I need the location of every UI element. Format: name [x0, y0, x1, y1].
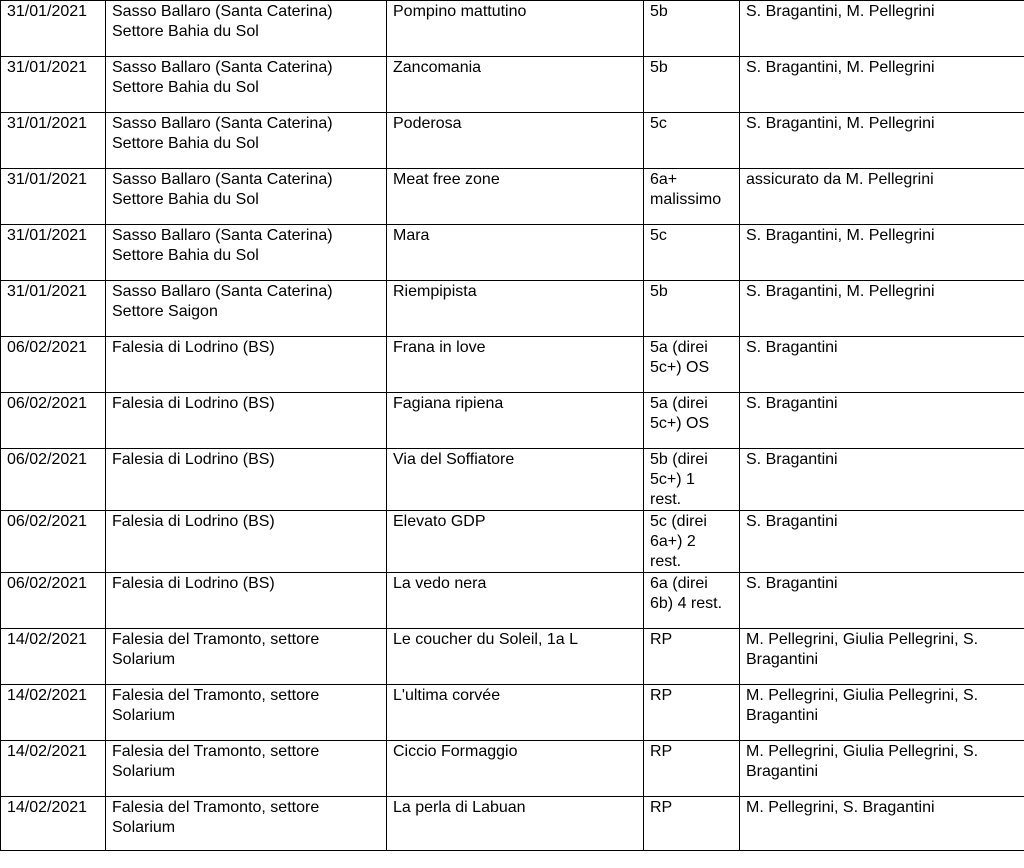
party-cell	[740, 225, 1024, 281]
grade-line: 5c (direi	[650, 513, 707, 530]
route-cell	[387, 169, 644, 225]
party-cell	[740, 629, 1024, 685]
date-text: 31/01/2021	[7, 3, 88, 20]
crag-cell	[106, 629, 387, 685]
grade-cell	[644, 281, 740, 337]
crag-cell	[106, 573, 387, 629]
grade-cell	[644, 449, 740, 511]
party-text: M. Pellegrini, Giulia Pellegrini, S. Bragantini	[746, 631, 979, 668]
crag-cell	[106, 113, 387, 169]
crag-line: Falesia di Lodrino (BS)	[112, 395, 275, 412]
grade-line: 5b	[650, 59, 668, 76]
party-text: S. Bragantini	[746, 395, 838, 412]
date-text: 31/01/2021	[7, 227, 88, 244]
party-cell	[740, 573, 1024, 629]
party-cell	[740, 393, 1024, 449]
grade-cell	[644, 511, 740, 573]
date-cell	[1, 741, 106, 797]
crag-line: Settore Saigon	[112, 303, 218, 320]
route-name: Pompino mattutino	[393, 3, 527, 20]
route-cell	[387, 573, 644, 629]
grade-cell	[644, 337, 740, 393]
party-text: M. Pellegrini, S. Bragantini	[746, 799, 935, 816]
route-cell	[387, 393, 644, 449]
route-name: Fagiana ripiena	[393, 395, 504, 412]
grade-cell	[644, 225, 740, 281]
grade-cell	[644, 741, 740, 797]
party-text: S. Bragantini	[746, 575, 838, 592]
date-text: 31/01/2021	[7, 283, 88, 300]
date-text: 06/02/2021	[7, 451, 88, 468]
route-name: Meat free zone	[393, 171, 500, 188]
route-name: Mara	[393, 227, 430, 244]
date-text: 14/02/2021	[7, 687, 88, 704]
grade-cell	[644, 1, 740, 57]
route-cell	[387, 629, 644, 685]
crag-line: Settore Bahia du Sol	[112, 135, 259, 152]
crag-cell	[106, 741, 387, 797]
table-row	[1, 573, 1024, 629]
route-name: Poderosa	[393, 115, 462, 132]
party-cell	[740, 1, 1024, 57]
party-cell	[740, 741, 1024, 797]
table-row	[1, 113, 1024, 169]
grade-cell	[644, 169, 740, 225]
date-cell	[1, 797, 106, 851]
table-row	[1, 511, 1024, 573]
party-text: M. Pellegrini, Giulia Pellegrini, S. Bragantini	[746, 687, 979, 724]
crag-cell	[106, 57, 387, 113]
table-row	[1, 169, 1024, 225]
table-row	[1, 629, 1024, 685]
date-cell	[1, 225, 106, 281]
date-text: 14/02/2021	[7, 631, 88, 648]
party-text: S. Bragantini	[746, 513, 838, 530]
party-text: S. Bragantini	[746, 339, 838, 356]
crag-line: Sasso Ballaro (Santa Caterina)	[112, 171, 333, 188]
date-text: 06/02/2021	[7, 339, 88, 356]
date-text: 31/01/2021	[7, 115, 88, 132]
route-cell	[387, 511, 644, 573]
grade-cell	[644, 573, 740, 629]
route-name: Elevato GDP	[393, 513, 486, 530]
party-text: S. Bragantini, M. Pellegrini	[746, 227, 935, 244]
table-row	[1, 337, 1024, 393]
table-row	[1, 57, 1024, 113]
party-text: S. Bragantini, M. Pellegrini	[746, 3, 935, 20]
date-cell	[1, 337, 106, 393]
route-cell	[387, 113, 644, 169]
table-row	[1, 449, 1024, 511]
party-cell	[740, 169, 1024, 225]
grade-line: 6b) 4 rest.	[650, 595, 723, 612]
party-text: S. Bragantini	[746, 451, 838, 468]
party-cell	[740, 57, 1024, 113]
grade-line: 5c+) OS	[650, 359, 710, 376]
route-name: Le coucher du Soleil, 1a L	[393, 631, 579, 648]
grade-line: 5c+) 1	[650, 471, 695, 488]
route-name: Frana in love	[393, 339, 486, 356]
route-name: La vedo nera	[393, 575, 487, 592]
party-cell	[740, 281, 1024, 337]
grade-line: 5c	[650, 115, 667, 132]
crag-cell	[106, 449, 387, 511]
table-row	[1, 393, 1024, 449]
date-text: 14/02/2021	[7, 799, 88, 816]
route-cell	[387, 1, 644, 57]
date-cell	[1, 629, 106, 685]
grade-cell	[644, 57, 740, 113]
crag-cell	[106, 1, 387, 57]
party-cell	[740, 449, 1024, 511]
date-cell	[1, 169, 106, 225]
route-cell	[387, 281, 644, 337]
crag-line: Sasso Ballaro (Santa Caterina)	[112, 227, 333, 244]
date-cell	[1, 113, 106, 169]
grade-cell	[644, 113, 740, 169]
grade-cell	[644, 629, 740, 685]
crag-cell	[106, 393, 387, 449]
crag-cell	[106, 337, 387, 393]
grade-line: 6a+) 2	[650, 533, 696, 550]
crag-line: Falesia del Tramonto, settore	[112, 687, 320, 704]
grade-line: 5b (direi	[650, 451, 708, 468]
date-cell	[1, 393, 106, 449]
crag-cell	[106, 281, 387, 337]
grade-line: 5a (direi	[650, 395, 708, 412]
grade-line: 5b	[650, 283, 668, 300]
route-name: La perla di Labuan	[393, 799, 526, 816]
crag-line: Settore Bahia du Sol	[112, 247, 259, 264]
climbing-log-body	[1, 1, 1024, 851]
crag-line: Falesia del Tramonto, settore	[112, 631, 320, 648]
route-name: Zancomania	[393, 59, 482, 76]
table-row	[1, 1, 1024, 57]
grade-line: 5b	[650, 3, 668, 20]
date-text: 31/01/2021	[7, 59, 88, 76]
crag-line: Solarium	[112, 819, 176, 836]
crag-line: Solarium	[112, 763, 176, 780]
crag-cell	[106, 169, 387, 225]
party-cell	[740, 511, 1024, 573]
route-name: Riempipista	[393, 283, 477, 300]
party-cell	[740, 797, 1024, 851]
date-text: 06/02/2021	[7, 395, 88, 412]
crag-line: Settore Bahia du Sol	[112, 23, 259, 40]
route-name: Via del Soffiatore	[393, 451, 515, 468]
grade-line: RP	[650, 743, 673, 760]
grade-line: 6a (direi	[650, 575, 708, 592]
route-name: L'ultima corvée	[393, 687, 501, 704]
party-cell	[740, 337, 1024, 393]
crag-cell	[106, 685, 387, 741]
party-text: S. Bragantini, M. Pellegrini	[746, 283, 935, 300]
date-cell	[1, 449, 106, 511]
grade-line: 5c	[650, 227, 667, 244]
table-row	[1, 741, 1024, 797]
date-text: 14/02/2021	[7, 743, 88, 760]
party-cell	[740, 113, 1024, 169]
party-text: assicurato da M. Pellegrini	[746, 171, 934, 188]
date-cell	[1, 573, 106, 629]
grade-line: malissimo	[650, 191, 722, 208]
grade-cell	[644, 685, 740, 741]
crag-cell	[106, 797, 387, 851]
date-text: 31/01/2021	[7, 171, 88, 188]
grade-cell	[644, 797, 740, 851]
grade-line: 5c+) OS	[650, 415, 710, 432]
crag-line: Settore Bahia du Sol	[112, 191, 259, 208]
grade-line: RP	[650, 631, 673, 648]
date-cell	[1, 685, 106, 741]
table-row	[1, 797, 1024, 851]
party-text: S. Bragantini, M. Pellegrini	[746, 59, 935, 76]
route-cell	[387, 685, 644, 741]
crag-line: Falesia del Tramonto, settore	[112, 799, 320, 816]
route-cell	[387, 449, 644, 511]
crag-line: Sasso Ballaro (Santa Caterina)	[112, 283, 333, 300]
date-cell	[1, 57, 106, 113]
grade-cell	[644, 393, 740, 449]
route-cell	[387, 741, 644, 797]
crag-line: Solarium	[112, 651, 176, 668]
crag-line: Falesia del Tramonto, settore	[112, 743, 320, 760]
date-cell	[1, 281, 106, 337]
crag-line: Sasso Ballaro (Santa Caterina)	[112, 3, 333, 20]
route-cell	[387, 57, 644, 113]
date-cell	[1, 1, 106, 57]
crag-cell	[106, 225, 387, 281]
crag-line: Sasso Ballaro (Santa Caterina)	[112, 115, 333, 132]
date-cell	[1, 511, 106, 573]
table-row	[1, 225, 1024, 281]
party-cell	[740, 685, 1024, 741]
date-text: 06/02/2021	[7, 513, 88, 530]
crag-line: Falesia di Lodrino (BS)	[112, 575, 275, 592]
crag-cell	[106, 511, 387, 573]
table-row	[1, 281, 1024, 337]
grade-line: 6a+	[650, 171, 678, 188]
crag-line: Falesia di Lodrino (BS)	[112, 513, 275, 530]
crag-line: Solarium	[112, 707, 176, 724]
route-cell	[387, 337, 644, 393]
crag-line: Falesia di Lodrino (BS)	[112, 339, 275, 356]
grade-line: rest.	[650, 491, 682, 508]
grade-line: RP	[650, 799, 673, 816]
grade-line: 5a (direi	[650, 339, 708, 356]
grade-line: rest.	[650, 553, 682, 570]
crag-line: Settore Bahia du Sol	[112, 79, 259, 96]
route-name: Ciccio Formaggio	[393, 743, 518, 760]
route-cell	[387, 797, 644, 851]
crag-line: Falesia di Lodrino (BS)	[112, 451, 275, 468]
date-text: 06/02/2021	[7, 575, 88, 592]
grade-line: RP	[650, 687, 673, 704]
party-text: S. Bragantini, M. Pellegrini	[746, 115, 935, 132]
route-cell	[387, 225, 644, 281]
crag-line: Sasso Ballaro (Santa Caterina)	[112, 59, 333, 76]
party-text: M. Pellegrini, Giulia Pellegrini, S. Bragantini	[746, 743, 979, 780]
table-row	[1, 685, 1024, 741]
